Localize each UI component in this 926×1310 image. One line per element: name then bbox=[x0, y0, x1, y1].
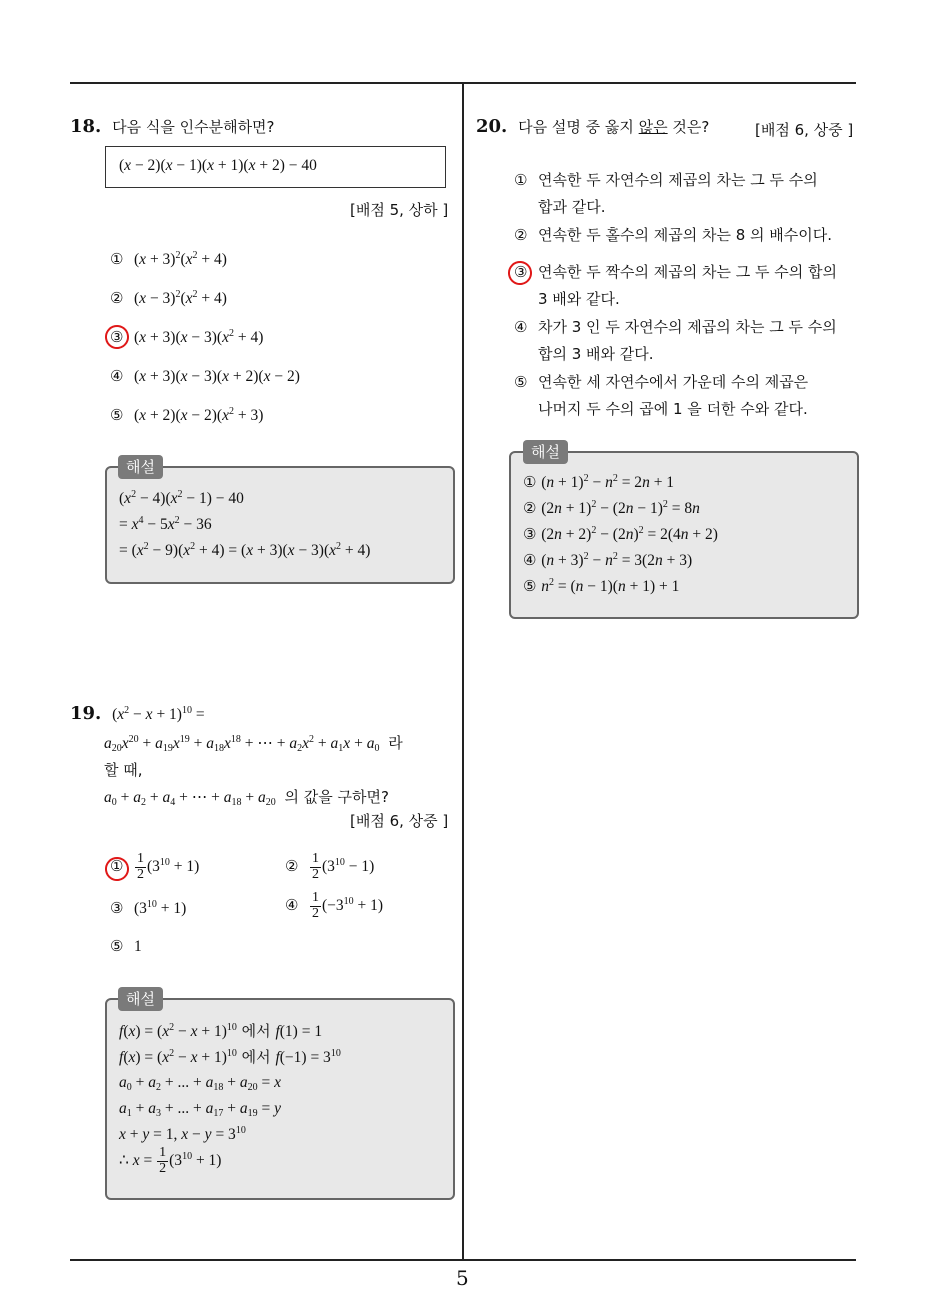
q19-option-4[interactable]: ④ $\frac{1}{2}$ $(-3^{10} + 1)$ bbox=[285, 890, 384, 921]
q18-option-3[interactable]: ③ $(x + 3)(x - 3)(x^2 + 4)$ bbox=[110, 328, 264, 346]
column-divider bbox=[462, 83, 464, 1260]
question-text: 다음 설명 중 옳지 않은 것은? bbox=[518, 118, 710, 136]
solution-line: $f(x) = (x^2 - x + 1)^{10}$ 에서 $f(-1) = 3^{10}$ bbox=[119, 1048, 341, 1066]
solution-line: $a_0 + a_2$ + ... + $a_{18} + a_{20} = x$ bbox=[119, 1074, 281, 1093]
question-text: 할 때, bbox=[104, 761, 143, 779]
question-number: 20. bbox=[476, 116, 508, 137]
q18-option-1[interactable]: ① $(x + 3)^2(x^2 + 4)$ bbox=[110, 250, 227, 268]
question-expression: $(x^2 - x + 1)^{10}$ = bbox=[112, 705, 205, 723]
q19-solution-box bbox=[105, 998, 455, 1200]
question-expression-line3: $a_0 + a_2 + a_4$ + ⋯ + $a_{18} + a_{20}$ 의 값을 구하면? bbox=[104, 788, 389, 808]
solution-line: ③ $(2n + 2)^2 - (2n)^2 = 2(4n + 2)$ bbox=[523, 525, 718, 543]
q19-option-5[interactable]: ⑤ 1 bbox=[110, 937, 142, 955]
solution-line: = $x^4 - 5x^2 - 36$ bbox=[119, 515, 212, 533]
q18-option-5[interactable]: ⑤ $(x + 2)(x - 2)(x^2 + 3)$ bbox=[110, 406, 264, 424]
score-label: [배점 6, 상중 ] bbox=[350, 812, 449, 830]
q18-option-2[interactable]: ② $(x - 3)^2(x^2 + 4)$ bbox=[110, 289, 227, 307]
solution-tag: 해설 bbox=[118, 987, 163, 1011]
q20-solution-box bbox=[509, 451, 859, 619]
q20-option-1[interactable]: ① 연속한 두 자연수의 제곱의 차는 그 두 수의 합과 같다. bbox=[514, 171, 818, 216]
q20-option-2[interactable]: ② 연속한 두 홀수의 제곱의 차는 8 의 배수이다. bbox=[514, 226, 833, 244]
solution-tag: 해설 bbox=[523, 440, 568, 464]
expression: (x − 2)(x − 1)(x + 1)(x + 2) − 40 bbox=[119, 157, 317, 174]
solution-line: ② $(2n + 1)^2 - (2n - 1)^2 = 8n$ bbox=[523, 499, 700, 517]
q20-option-4[interactable]: ④ 차가 3 인 두 자연수의 제곱의 차는 그 두 수의 합의 3 배와 같다. bbox=[514, 318, 837, 363]
score-label: [배점 6, 상중 ] bbox=[755, 121, 854, 139]
question-18 bbox=[70, 116, 275, 137]
page-number: 5 bbox=[456, 1266, 469, 1290]
q20-option-5[interactable]: ⑤ 연속한 세 자연수에서 가운데 수의 제곱은 나머지 두 수의 곱에 1 을 더한 수와 같다. bbox=[514, 373, 809, 418]
solution-tag: 해설 bbox=[118, 455, 163, 479]
question-number: 18. bbox=[70, 116, 102, 137]
q20-option-3[interactable]: ③ 연속한 두 짝수의 제곱의 차는 그 두 수의 합의 3 배와 같다. bbox=[514, 263, 837, 308]
solution-line: ① $(n + 1)^2 - n^2 = 2n + 1$ bbox=[523, 473, 675, 491]
bottom-rule bbox=[70, 1259, 856, 1261]
q19-option-3[interactable]: ③ $(3^{10} + 1)$ bbox=[110, 899, 187, 917]
solution-line: x + y = 1, $x - y = 3^{10}$ bbox=[119, 1125, 246, 1143]
solution-line: ④ $(n + 3)^2 - n^2 = 3(2n + 3)$ bbox=[523, 551, 693, 569]
q19-option-2[interactable]: ② $\frac{1}{2}$ $(3^{10} - 1)$ bbox=[285, 851, 375, 882]
score-label: [배점 5, 상하 ] bbox=[350, 201, 449, 219]
solution-line: $f(x) = (x^2 - x + 1)^{10}$ 에서 f(1) = 1 bbox=[119, 1022, 323, 1040]
solution-line: = $(x^2 - 9)(x^2 + 4) = (x + 3)(x - 3)(x^2 + 4)$ bbox=[119, 541, 371, 559]
solution-line: $a_1 + a_3$ + ... + $a_{17} + a_{19} = y$ bbox=[119, 1100, 281, 1119]
expression-box bbox=[105, 146, 446, 188]
question-19 bbox=[70, 703, 205, 724]
question-number: 19. bbox=[70, 703, 102, 724]
solution-line: $(x^2 - 4)(x^2 - 1) - 40$ bbox=[119, 489, 244, 507]
q18-option-4[interactable]: ④ (x + 3)(x − 3)(x + 2)(x − 2) bbox=[110, 367, 300, 385]
q18-solution-box bbox=[105, 466, 455, 584]
solution-line: ⑤ $n^2 = (n - 1)(n + 1) + 1$ bbox=[523, 577, 680, 595]
question-20 bbox=[476, 116, 709, 137]
question-text: 다음 식을 인수분해하면? bbox=[112, 118, 275, 136]
solution-line: ∴ x = $\frac{1}{2}$ $(3^{10} + 1)$ bbox=[119, 1145, 222, 1176]
q19-option-1[interactable]: ① $\frac{1}{2}$ $(3^{10} + 1)$ bbox=[110, 851, 200, 882]
question-expression-line2: $a_{20}x^{20} + a_{19}x^{19} + a_{18}x^{18}$ + ⋯ + $a_2x^2 + a_1x + a_0$ 라 bbox=[104, 734, 403, 754]
